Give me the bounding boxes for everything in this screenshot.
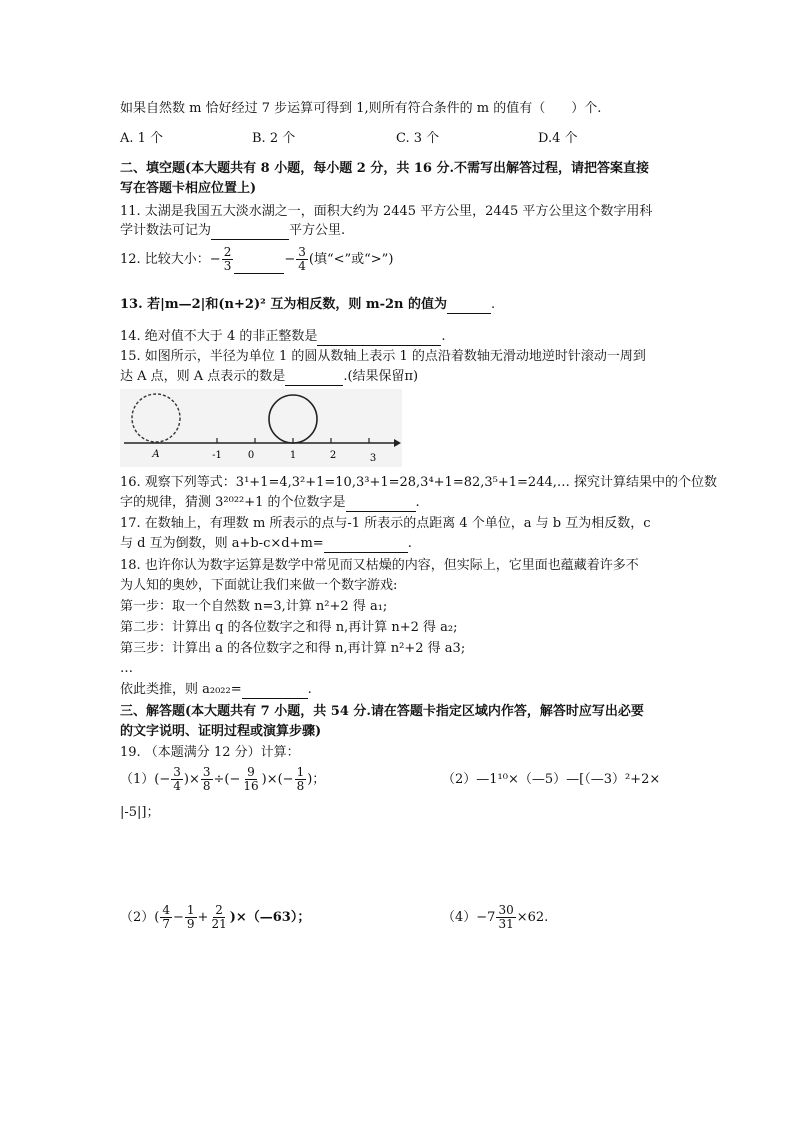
section3-heading-line1: 三、解答题(本大题共有 7 小题，共 54 分.请在答题卡指定区域内作答，解答时应写出必要 — [120, 704, 644, 719]
q19-title: 19. （本题满分 12 分）计算： — [120, 745, 300, 760]
q17-line1: 17. 在数轴上，有理数 m 所表示的点与-1 所表示的点距离 4 个单位，a 与 b 互为相反数，c — [120, 516, 651, 531]
tick-label: 1 — [289, 450, 297, 461]
q12-answer-blank[interactable] — [234, 260, 284, 274]
solid-circle — [269, 395, 317, 443]
q18-step2: 第二步：计算出 q 的各位数字之和得 n,再计算 n+2 得 a₂; — [120, 620, 458, 635]
section2-heading-line2: 写在答题卡相应位置上) — [120, 181, 257, 196]
q19-part2-cont: |-5|]； — [120, 805, 160, 820]
q19-part3: （2）( $\frac{4}{7}$ − $\frac{1}{9}$ + $\frac{2}{21}$ )×（—63）； — [120, 903, 311, 931]
section3-heading-line2: 的文字说明、证明过程或演算步骤) — [120, 724, 322, 739]
q10-option-d: D.4 个 — [538, 131, 578, 146]
q13-line: 13. 若|m—2|和(n+2)² 互为相反数，则 m-2n 的值为 . — [120, 297, 496, 312]
dashed-circle — [132, 394, 180, 442]
q19-part2: （2）—1¹⁰×（—5）—[（—3）²+2× — [442, 772, 661, 787]
q15-line2: 达 A 点，则 A 点表示的数是 .(结果保留π) — [120, 369, 419, 384]
q18-line1: 18. 也许你认为数字运算是数学中常见而又枯燥的内容，但实际上，它里面也蕴藏着许多不 — [120, 558, 639, 573]
q13-answer-blank[interactable] — [447, 300, 491, 314]
tick-label: 0 — [247, 450, 255, 461]
q18-line2: 为人知的奥妙，下面就让我们来做一个数字游戏: — [120, 578, 398, 593]
q19-part1: （1）(− $\frac{3}{4}$ )× $\frac{3}{8}$ ÷(− $\frac{9}{16}$ )×(− $\frac{1}{8}$ )； — [120, 765, 326, 793]
point-a-label: A — [152, 449, 160, 460]
q11-line2: 学计数法可记为 平方公里. — [120, 223, 346, 238]
q18-answer-blank[interactable] — [242, 685, 308, 699]
q14-line: 14. 绝对值不大于 4 的非正整数是 . — [120, 329, 446, 344]
q16-line1: 16. 观察下列等式：3¹+1=4,3²+1=10,3³+1=28,3⁴+1=82,3⁵+1=244,… 探究计算结果中的个位数 — [120, 475, 718, 490]
tick-label: 2 — [329, 450, 337, 461]
q18-last-line: 依此类推，则 a₂₀₂₂= . — [120, 682, 312, 697]
q16-line2: 字的规律，猜测 3²⁰²²+1 的个位数字是 . — [120, 495, 420, 510]
q10-stem: 如果自然数 m 恰好经过 7 步运算可得到 1,则所有符合条件的 m 的值有（ ）个. — [120, 101, 602, 116]
q16-answer-blank[interactable] — [346, 498, 416, 512]
q10-option-b: B. 2 个 — [252, 131, 296, 146]
q17-line2: 与 d 互为倒数，则 a+b-c×d+m= . — [120, 536, 412, 551]
q15-answer-blank[interactable] — [285, 372, 343, 386]
tick-label: -1 — [212, 450, 222, 461]
axis-arrow — [394, 439, 401, 447]
q18-dots: … — [120, 661, 133, 676]
q15-line1: 15. 如图所示，半径为单位 1 的圆从数轴上表示 1 的点沿着数轴无滑动地逆时针滚动一周到 — [120, 349, 646, 364]
q19-part4: （4）−7 $\frac{30}{31}$ ×62. — [442, 903, 549, 931]
q14-answer-blank[interactable] — [317, 332, 441, 346]
section2-heading-line1: 二、填空题(本大题共有 8 小题，每小题 2 分，共 16 分.不需写出解答过程，请把答案直接 — [120, 161, 650, 176]
tick-label: 3 — [369, 453, 377, 464]
q18-step3: 第三步：计算出 a 的各位数字之和得 n,再计算 n²+2 得 a3; — [120, 641, 466, 656]
q17-answer-blank[interactable] — [324, 539, 408, 553]
number-line-figure — [120, 389, 402, 467]
q11-line1: 11. 太湖是我国五大淡水湖之一，面积大约为 2445 平方公里，2445 平方公里这个数字用科 — [120, 204, 653, 219]
q18-step1: 第一步：取一个自然数 n=3,计算 n²+2 得 a₁; — [120, 599, 388, 614]
q12-line: 12. 比较大小：− $\frac{2}{3}$ − $\frac{3}{4}$ (填“<”或“>”) — [120, 245, 394, 273]
q10-option-c: C. 3 个 — [396, 131, 440, 146]
q11-answer-blank[interactable] — [211, 226, 289, 240]
q10-option-a: A. 1 个 — [120, 131, 164, 146]
